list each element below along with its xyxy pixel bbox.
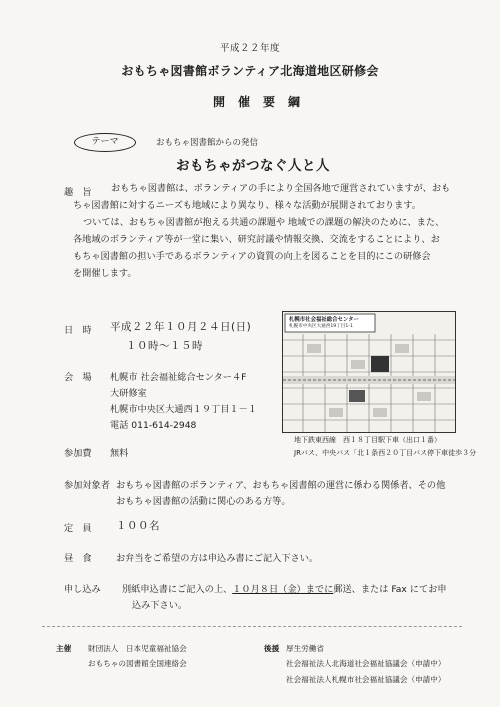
location-map [282,311,456,433]
audience-label: 参加対象者 [64,480,110,491]
audience-line-2: おもちゃ図書館の活動に関心のある方等。 [116,496,291,507]
application-line-1 [122,581,447,595]
event-subtitle: 開催要綱 [212,95,313,109]
application-text-after: 郵送、または Fax にてお申 [333,584,447,595]
venue-line-2: 大研修室 [110,388,147,399]
datetime-time: １０時～１５時 [126,340,203,352]
event-title: おもちゃ図書館ボランティア北海道地区研修会 [121,64,379,78]
venue-line-1: 札幌市 社会福祉総合センター４F [110,372,247,383]
purpose-line-4: 各地域のボランティア等が一堂に集い、研究討議や情報交換、交流をすることにより、お [73,234,440,245]
organizer-label: 主催 [56,644,72,653]
map-address: 札幌市中央区大通西19丁目1-1 [289,324,353,329]
purpose-line-6: を開催します。 [73,268,137,279]
support-label: 後援 [264,644,280,653]
purpose-line-5: もちゃ図書館の担い手であるボランティアの資質の向上を図ることを目的にこの研修会 [73,251,431,262]
support-2: 社会福祉法人北海道社会福祉協議会（申請中） [286,659,446,668]
fee-label: 参加費 [64,448,92,459]
footer-divider [42,626,462,627]
map-title: 札幌市社会福祉総合センター [289,317,359,323]
capacity-label: 定 員 [64,523,92,534]
event-year: 平成２２年度 [219,43,280,54]
support-1: 厚生労働省 [286,644,324,653]
fee-value: 無料 [110,448,129,459]
map-caption-bus: JRバス、中央バス「北１条西２０丁目バス停下車徒歩３分 [294,449,477,457]
theme-main-text: おもちゃがつなぐ人と人 [176,158,330,174]
application-label: 申し込み [64,584,101,595]
theme-label: テーマ [74,133,136,152]
lunch-label: 昼 食 [64,553,92,564]
venue-line-3: 札幌市中央区大通西１９丁目１－１ [110,404,257,415]
organizer-1: 財団法人 日本児童福祉協会 [88,644,187,653]
audience-line-1: おもちゃ図書館のボランティア、おもちゃ図書館の運営に係わる関係者、その他 [116,480,446,491]
purpose-line-3: ついては、おもちゃ図書館が抱える共通の課題や 地域での課題の解決のために、また、 [83,217,445,228]
venue-label: 会 場 [64,372,92,383]
lunch-value: お弁当をご希望の方は申込み書にご記入下さい。 [116,553,319,564]
purpose-label: 趣 旨 [64,187,92,198]
application-deadline: １０月８日（金）までに [232,584,334,595]
datetime-date: 平成２２年１０月２４日(日) [110,321,252,333]
purpose-line-2: ちゃ図書館に対するニーズも地域により異なり、様々な活動が展開されております。 [73,200,421,211]
application-line-2: 込み下さい。 [132,600,188,611]
capacity-value: １００名 [116,520,160,532]
theme-small-text: おもちゃ図書館からの発信 [156,138,259,148]
map-drawing [283,312,455,432]
application-text-before: 別紙申込書にご記入の上、 [122,584,233,595]
support-3: 社会福祉法人札幌市社会福祉協議会（申請中） [286,675,446,684]
datetime-label: 日 時 [64,325,92,336]
venue-line-4: 電話 011-614-2948 [110,420,197,431]
map-caption-subway: 地下鉄東西線 西１８丁目駅下車（出口１番） [294,436,441,444]
organizer-2: おもちゃの図書館全国連絡会 [88,659,187,668]
purpose-line-1: おもちゃ図書館は、ボランティアの手により全国各地で運営されていますが、おも [111,183,451,194]
